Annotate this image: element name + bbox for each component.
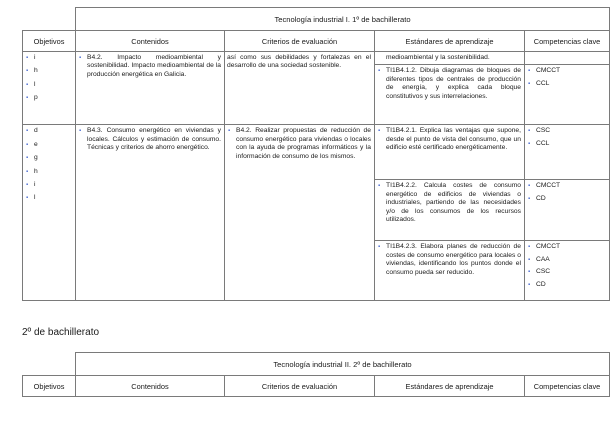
- list-item: ▪ CSC: [527, 127, 606, 135]
- header-estandares: Estándares de aprendizaje: [375, 376, 525, 397]
- row1-estandar: [375, 65, 525, 125]
- row1-objetivos: [23, 52, 76, 125]
- empty-corner: [23, 8, 76, 31]
- row2-competencias-2: [525, 180, 610, 241]
- list-item: ▪ d: [25, 127, 72, 135]
- header-objetivos: Objetivos: [23, 31, 76, 52]
- list-item: ▪ l: [25, 194, 72, 202]
- list-item: ▪ TI1B4.2.1. Explica las ventajas que supone, desde el punto de vista del consumo, que un edificio esté certificado energéticamente.: [377, 127, 521, 152]
- list-item: ▪ h: [25, 67, 72, 75]
- header-criterios: Criterios de evaluación: [225, 31, 375, 52]
- list-item: ▪ CD: [527, 195, 606, 203]
- list-item: ▪ i: [25, 181, 72, 189]
- list-item: ▪ CD: [527, 281, 606, 289]
- list-item: ▪ l: [25, 81, 72, 89]
- list-item: ▪ CAA: [527, 256, 606, 264]
- list-item: ▪ p: [25, 94, 72, 102]
- header-contenidos: Contenidos: [76, 31, 225, 52]
- header-competencias: Competencias clave: [525, 376, 610, 397]
- row1-competencias: [525, 65, 610, 125]
- header-estandares: Estándares de aprendizaje: [375, 31, 525, 52]
- row1-competencias-empty: [525, 52, 610, 65]
- row2-competencias-1: [525, 125, 610, 180]
- row1-criterios: así como sus debilidades y fortalezas en el desarrollo de una sociedad sostenible.: [225, 52, 375, 125]
- section-heading-2-bachillerato: 2º de bachillerato: [22, 327, 100, 338]
- row2-estandar-1: [375, 125, 525, 180]
- row2-estandar-2: [375, 180, 525, 241]
- list-item: ▪ h: [25, 168, 72, 176]
- list-item: ▪ e: [25, 141, 72, 149]
- list-item: ▪ B4.3. Consumo energético en viviendas y locales. Cálculos y estimación de consumo. Técnicas y criterios de ahorro energético.: [78, 127, 221, 152]
- list-item: ▪ g: [25, 154, 72, 162]
- list-item: ▪ CCL: [527, 140, 606, 148]
- row2-objetivos: [23, 125, 76, 301]
- header-contenidos: Contenidos: [76, 376, 225, 397]
- row2-contenidos: [76, 125, 225, 301]
- table-title: Tecnología industrial II. 2º de bachillerato: [76, 353, 610, 376]
- list-item: ▪ CCL: [527, 80, 606, 88]
- list-item: ▪ TI1B4.2.3. Elabora planes de reducción de costes de consumo energético para locales o viviendas, identificando los puntos donde el consumo pueda ser reducido.: [377, 243, 521, 277]
- list-item: ▪ B4.2. Impacto medioambiental y sostenibilidad. Impacto medioambiental de la producción energética en Galicia.: [78, 54, 221, 79]
- list-item: ▪ TI1B4.1.2. Dibuja diagramas de bloques de diferentes tipos de centrales de producción de energía, y explica cada bloque constitutivos y sus interrelaciones.: [377, 67, 521, 101]
- header-objetivos: Objetivos: [23, 376, 76, 397]
- row2-estandar-3: [375, 241, 525, 301]
- list-item: ▪ CMCCT: [527, 243, 606, 251]
- list-item: ▪ CSC: [527, 268, 606, 276]
- list-item: ▪ CMCCT: [527, 67, 606, 75]
- row1-contenidos: [76, 52, 225, 125]
- header-criterios: Criterios de evaluación: [225, 376, 375, 397]
- table-tecnologia-industrial-2: [22, 352, 610, 397]
- row2-competencias-3: [525, 241, 610, 301]
- table-tecnologia-industrial-1: [22, 7, 610, 301]
- header-competencias: Competencias clave: [525, 31, 610, 52]
- list-item: ▪ i: [25, 54, 72, 62]
- list-item: ▪ TI1B4.2.2. Calcula costes de consumo energético de edificios de viviendas o industriales, partiendo de las necesidades y/o de los consumos de los recursos utilizados.: [377, 182, 521, 224]
- row2-criterios: [225, 125, 375, 301]
- table-title: Tecnología industrial I. 1º de bachillerato: [76, 8, 610, 31]
- list-item: ▪ CMCCT: [527, 182, 606, 190]
- row1-estandar-continuation: medioambiental y la sostenibilidad.: [375, 52, 525, 65]
- list-item: ▪ B4.2. Realizar propuestas de reducción de consumo energético para viviendas o locales con la ayuda de programas informáticos y la información de consumo de los mismos.: [227, 127, 371, 161]
- empty-corner: [23, 353, 76, 376]
